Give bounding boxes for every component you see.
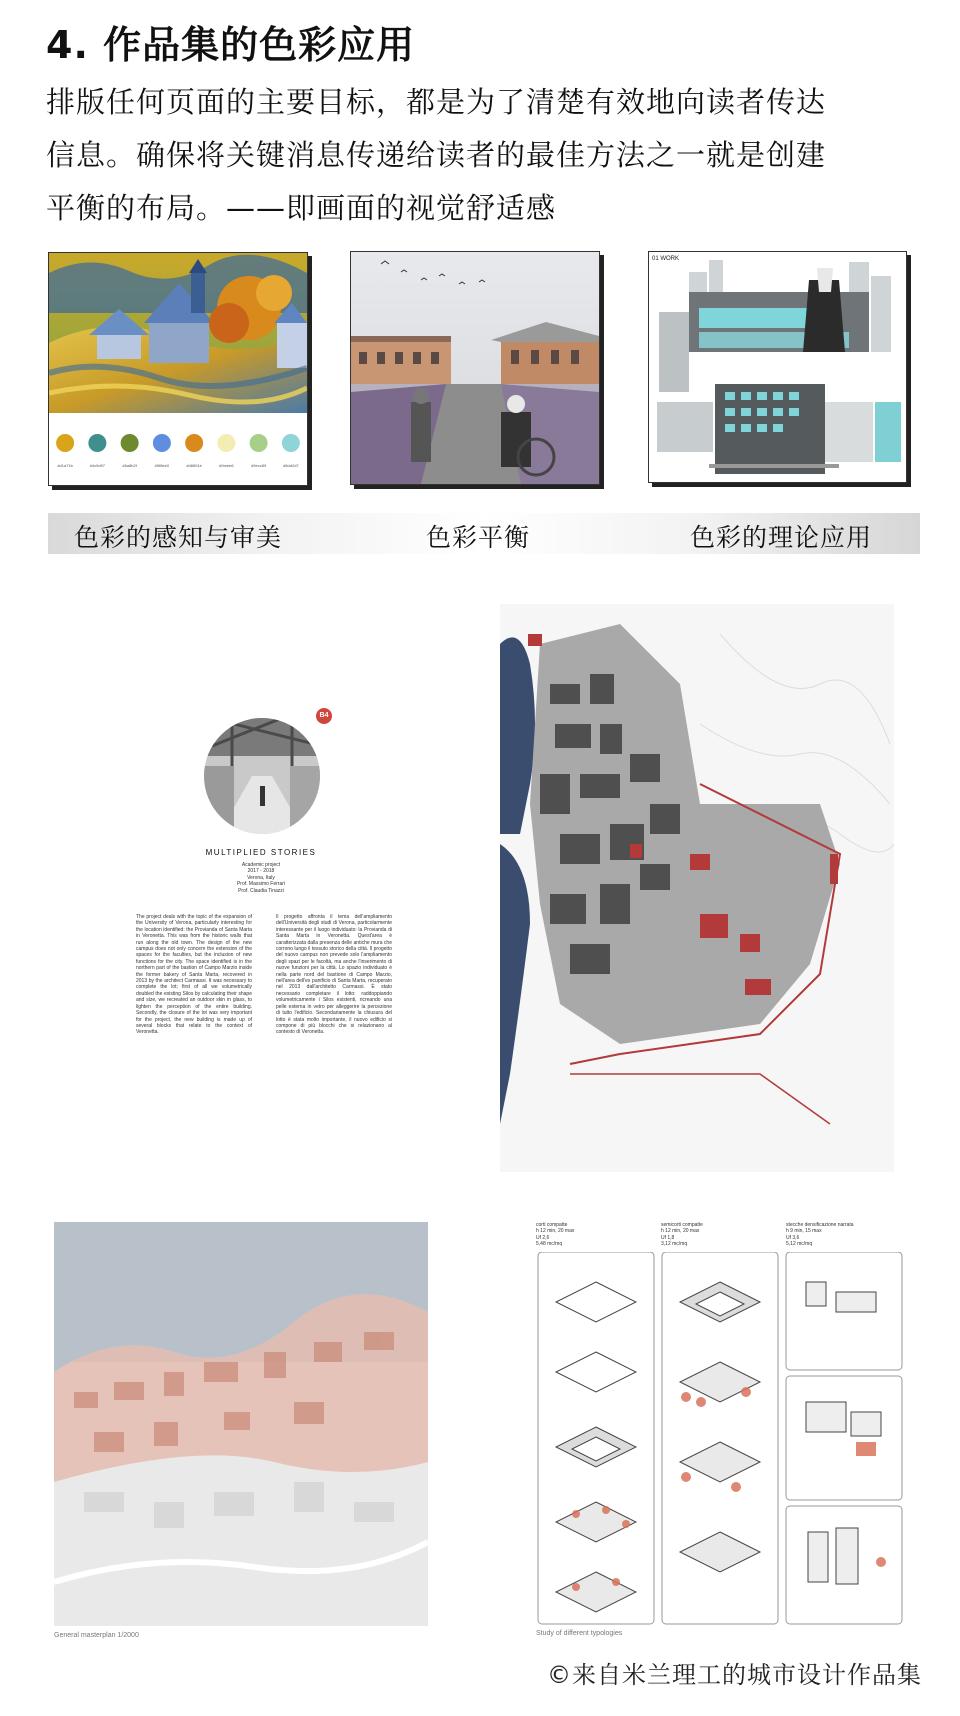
intro-line: 信息。确保将关键消息传递给读者的最佳方法之一就是创建 (46, 138, 827, 172)
palette-swatch-label: #8dd2d7 (283, 463, 299, 468)
brochure-circular-image (192, 706, 332, 846)
palette-swatch-label: #f4eeb6 (219, 463, 234, 468)
brochure-meta-line: Prof. Claudia Tinazzi (238, 887, 284, 894)
caption-color-balance: 色彩平衡 (426, 523, 531, 552)
collage-tag: 01 WORK (652, 256, 680, 262)
brochure-meta-line: 2017 - 2018 (247, 868, 275, 875)
typologies-caption: Study of different typologies (536, 1630, 623, 1637)
typology-spec: h 12 min, 20 max (536, 1228, 575, 1235)
brochure-text-en: The project deals with the topic of the expansion of the University of Verona, particularly interesting for the location identified: the Provianda of Santa Marta in Veronetta. This was from the historic walls that run along the old town. The design of the new campus does not only concern the extension of the spaces for the faculties, but the inclusion of new functions for the city. The space identified is in the northern part of the bastion of Campo Marzio inside the former bakery of Santa Marta, recovered in 2013 by the architect Carmassi. It was necessary to complete the lot; first of all we volumetrically doubled the existing Silos by calculating their shape and size, we recreated an outdoor skin in glass, to lighten the perception of the entire building. Secondly, the closure of the lot was very important for the project, the new building is made up of several blocks that relate to the context of Veronetta. (136, 914, 252, 1036)
typologies-study (536, 1222, 906, 1637)
brochure-text-it: Il progetto affronta il tema dell'ampliamento dell'Università degli studi di Verona, particolarmente interessante per il luogo individuato: la Provianda di Santa Marta in Veronetta. Quest'area è caratterizzata dalla presenza delle antiche mura che corrono lungo il tessuto storico della città. Il progetto del nuovo campus non prevede solo l'ampliamento degli spazi per le facoltà, ma anche l'inserimento di nuove funzioni per la città. Lo spazio individuato è nella parte nord del bastione di Campo Marzio, nell'area dell'ex panificio di Santa Marta, recuperato nel 2013 dall'architetto Carmassi. È stato necessario completare il lotto: raddoppiando volumetricamente i Silos esistenti, ricreando una pelle esterna in vetro per alleggerire la percezione di tutto l'edificio. Secondariamente la chiusura del lotto è stata molto importante, il nuovo edificio si compone di più blocchi che si relazionano al contesto di Veronetta. (276, 914, 392, 1036)
rendering-image (351, 252, 599, 484)
masterplan-label: General masterplan 1/2000 (54, 1632, 139, 1639)
brochure-meta-line: Academic project (241, 862, 281, 868)
credit-text: ©来自米兰理工的城市设计作品集 (547, 1661, 922, 1689)
masterplan-svg (54, 1222, 428, 1626)
palette-swatch (185, 434, 203, 452)
typology-header (536, 1222, 646, 1248)
typology-name: corti compatte (536, 1222, 568, 1228)
palette-swatch (153, 434, 171, 452)
typology-diagrams (536, 1252, 906, 1626)
palette-swatch-label: #9ecc89 (251, 463, 267, 468)
brochure-meta-line: Prof. Massimo Ferrari (236, 881, 286, 888)
collage-thumbnail (648, 251, 907, 483)
city-figure-ground-map (500, 604, 894, 1172)
section-title: 4. 作品集的色彩应用 (46, 23, 416, 67)
painting-palette-thumbnail (48, 252, 308, 486)
brochure-page (120, 700, 400, 1090)
palette-swatch-label: #d8891b (186, 463, 202, 468)
palette-swatch (121, 434, 139, 452)
collage-image (649, 252, 906, 482)
figure-ground-svg (500, 604, 894, 1172)
typology-name: stecche densificazione narrata (786, 1222, 854, 1228)
palette-swatch-label: #d1a71b (57, 463, 73, 468)
general-masterplan-map (54, 1222, 428, 1626)
palette-swatch-label: #5f8ee0 (154, 463, 170, 468)
typology-spec: 3,12 mc/mq (661, 1241, 688, 1248)
typology-spec: Uf 2,6 (536, 1234, 550, 1241)
typology-spec: h 9 min, 15 max (786, 1228, 822, 1235)
palette-swatch (56, 434, 74, 452)
brochure-meta-line: Verona, Italy (247, 874, 275, 881)
typology-spec: h 12 min, 20 max (661, 1228, 700, 1235)
caption-color-perception: 色彩的感知与审美 (74, 523, 283, 552)
typology-header (786, 1222, 906, 1248)
brochure-title: MULTIPLIED STORIES (205, 848, 317, 857)
palette-swatch (217, 434, 235, 452)
palette-swatch-label: #4c9d97 (89, 463, 106, 468)
palette-swatch (282, 434, 300, 452)
intro-line: 平衡的布局。——即画面的视觉舒适感 (46, 191, 557, 225)
courtyard-rendering-thumbnail (350, 251, 600, 485)
palette-swatch (88, 434, 106, 452)
intro-line: 排版任何页面的主要目标，都是为了清楚有效地向读者传达 (46, 85, 827, 119)
palette-swatch (250, 434, 268, 452)
painting-image (49, 253, 307, 485)
brochure-badge: B4 (316, 708, 332, 724)
typology-header (661, 1222, 771, 1248)
palette-swatch-label: #6a8b2f (122, 463, 137, 468)
caption-color-theory: 色彩的理论应用 (690, 523, 873, 552)
typology-spec: Uf 1,8 (661, 1234, 675, 1241)
typology-spec: Uf 3,6 (786, 1234, 800, 1241)
brochure-meta (120, 862, 402, 894)
typology-spec: 5,48 mc/mq (536, 1241, 563, 1248)
intro-paragraph (46, 76, 926, 235)
typology-name: semicorti compatte (661, 1222, 703, 1228)
typology-spec: 5,12 mc/mq (786, 1241, 813, 1248)
